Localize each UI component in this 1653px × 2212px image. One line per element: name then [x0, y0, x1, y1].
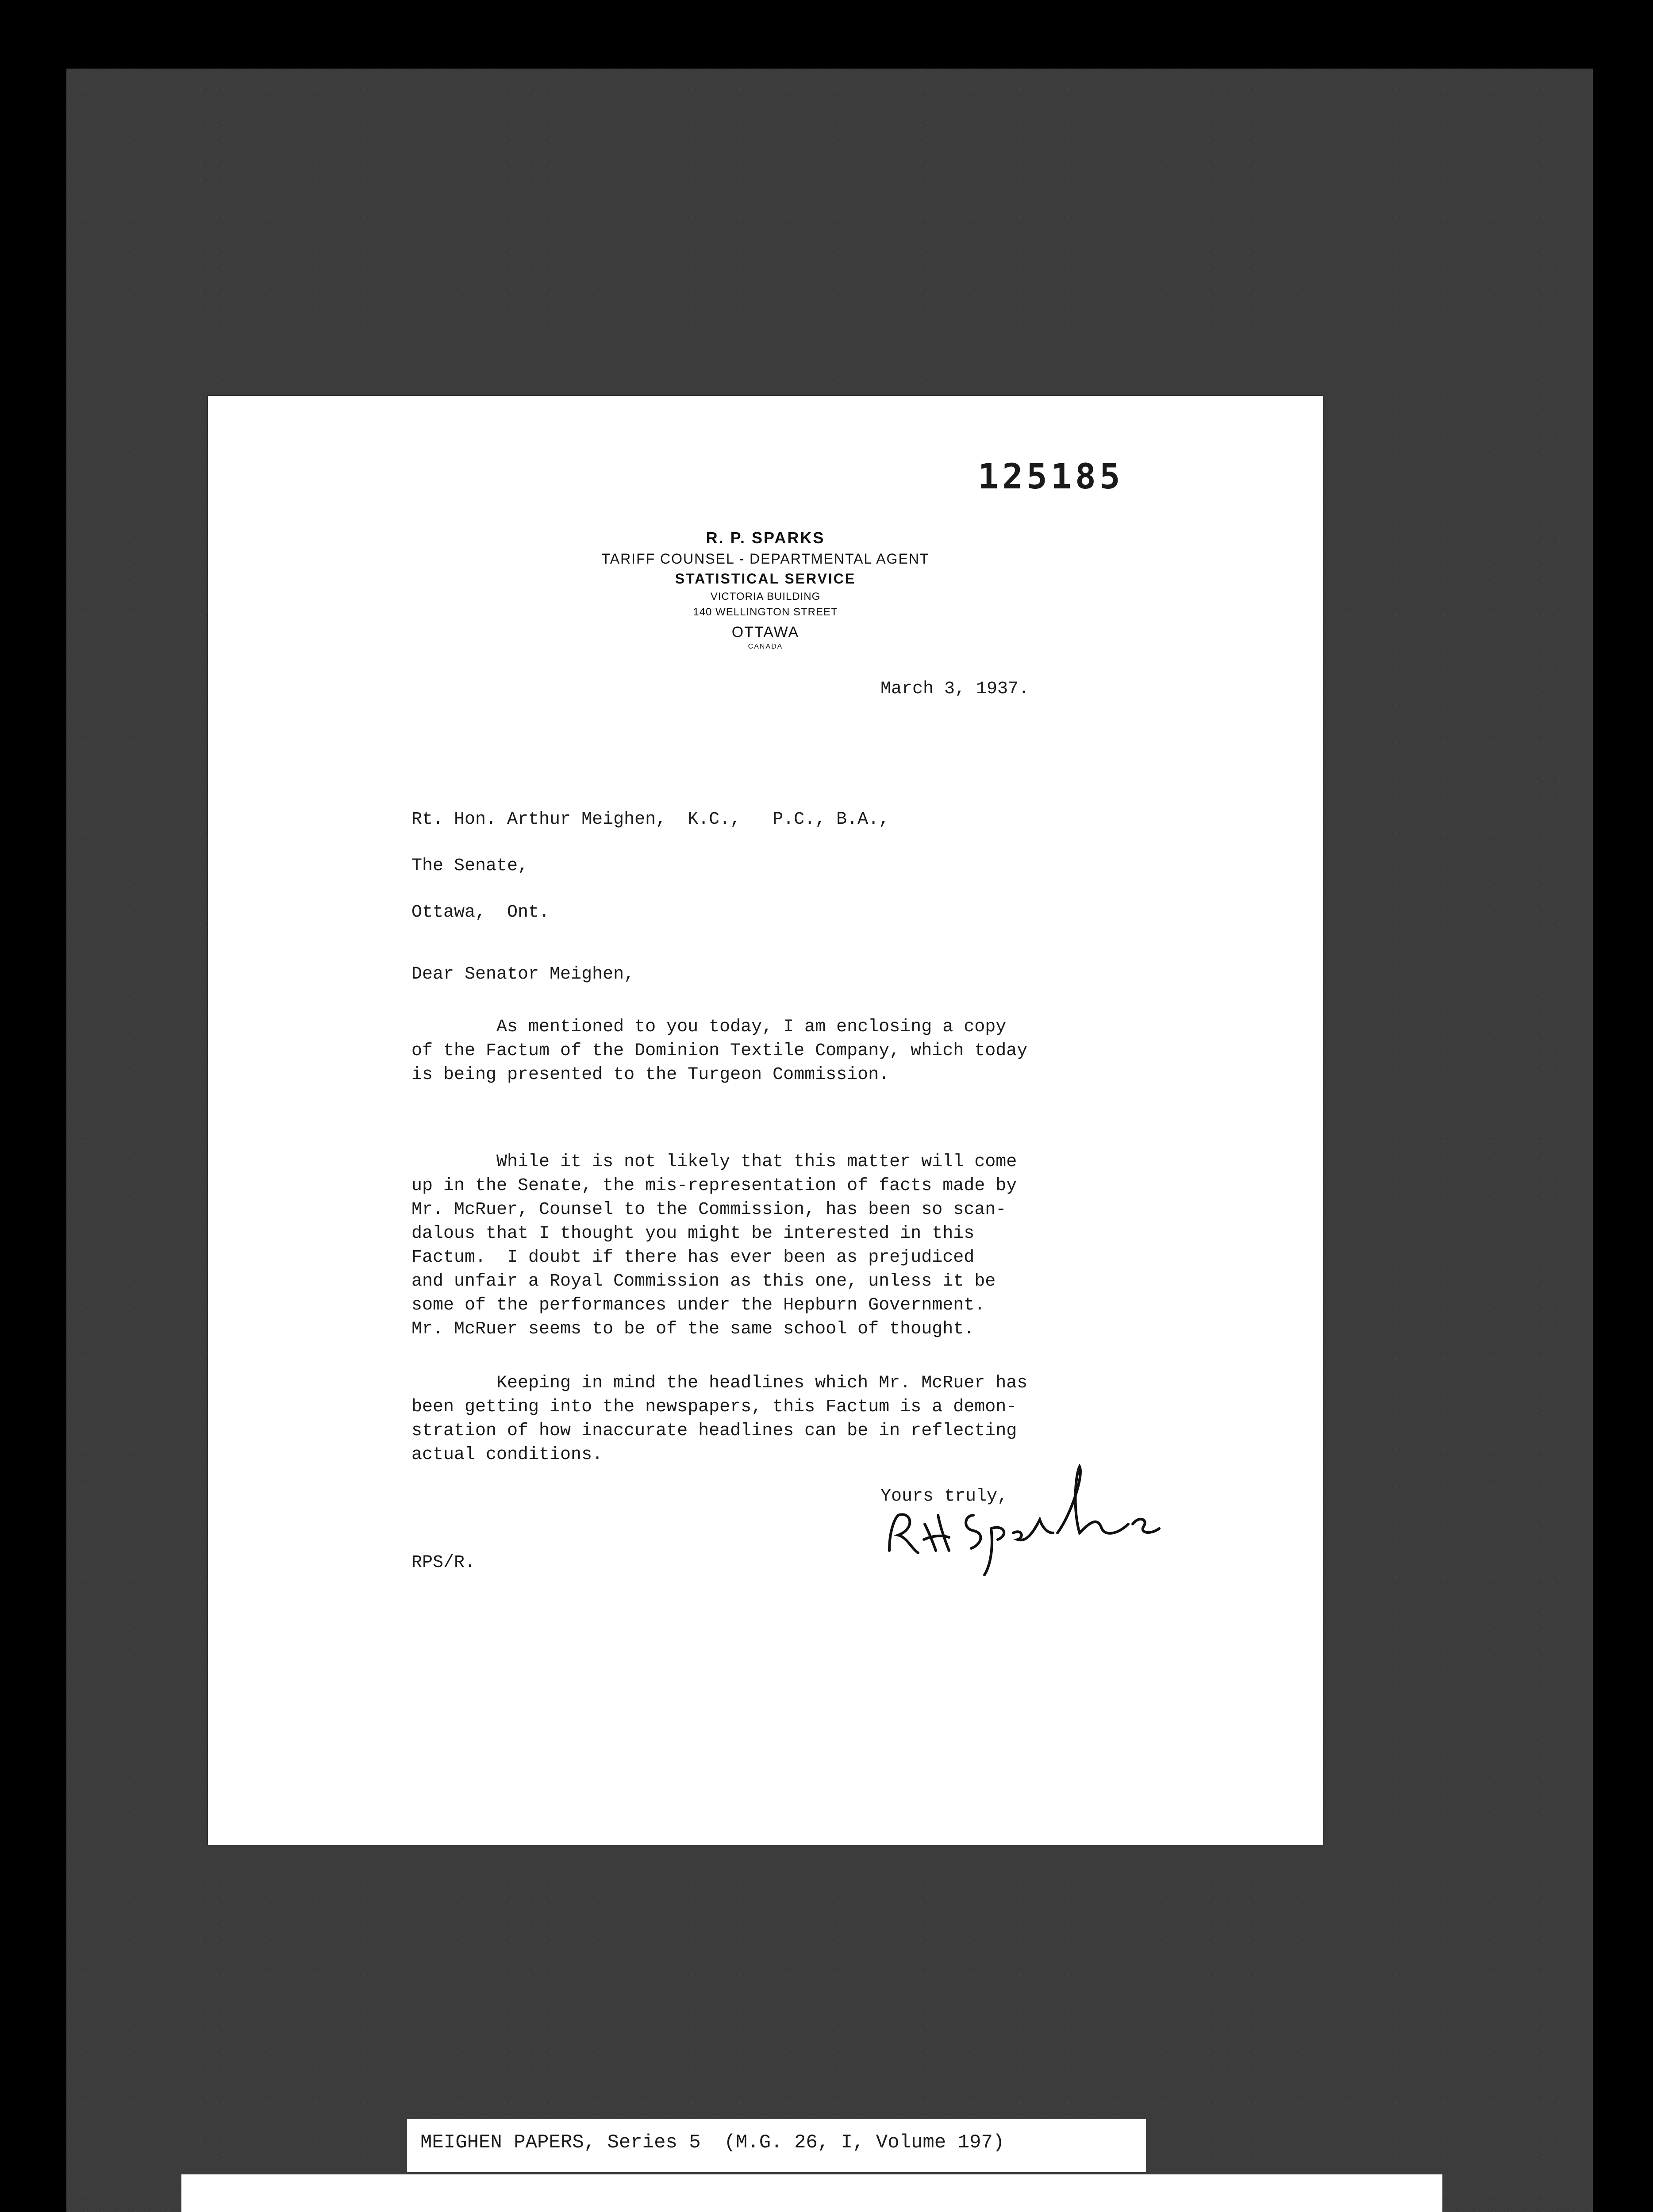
collection-reference: MEIGHEN PAPERS, Series 5 (M.G. 26, I, Volume 197) — [420, 2131, 1005, 2154]
letterhead-title: TARIFF COUNSEL - DEPARTMENTAL AGENT — [601, 551, 930, 567]
letter-page — [208, 396, 1323, 1845]
letterhead-name: R. P. SPARKS — [706, 529, 825, 547]
letterhead-building: VICTORIA BUILDING — [710, 591, 821, 603]
typist-initials: RPS/R. — [411, 1553, 476, 1573]
body-paragraph: Keeping in mind the headlines which Mr. McRuer has been getting into the newspapers, this Factum is a demon- stration of how inaccurate headlines can be in reflecting actual conditions. — [411, 1373, 1028, 1465]
body-paragraph: As mentioned to you today, I am enclosing a copy of the Factum of the Dominion Textile Company, which today is being presented to the Turgeon Commission. — [411, 1017, 1028, 1085]
closing: Yours truly, — [880, 1486, 1008, 1506]
letterhead-service: STATISTICAL SERVICE — [675, 571, 856, 587]
collection-label — [407, 2119, 1146, 2172]
handwritten-signature — [872, 1449, 1208, 1590]
body-paragraph: While it is not likely that this matter will come up in the Senate, the mis-representation of facts made by Mr. McRuer, Counsel to the Commission, has been so scan- dalous that I thought you might be interested in this Factum. I doubt if there has ever been as prejudiced and unfair a Royal Commission as this one, unless it be some of the performances under the Hepburn Government. Mr. McRuer seems to be of the same school of thought. — [411, 1152, 1017, 1339]
letterhead-street: 140 WELLINGTON STREET — [693, 606, 838, 618]
letterhead-country: CANADA — [748, 643, 783, 650]
letterhead-city: OTTAWA — [731, 624, 800, 641]
document-number: 125185 — [978, 457, 1124, 497]
recipient-city: Ottawa, Ont. — [411, 902, 550, 922]
letter-date: March 3, 1937. — [880, 679, 1030, 699]
archives-stamp — [181, 2174, 1442, 2212]
recipient-name: Rt. Hon. Arthur Meighen, K.C., P.C., B.A., — [411, 810, 890, 830]
recipient-organization: The Senate, — [411, 856, 529, 876]
salutation: Dear Senator Meighen, — [411, 964, 635, 984]
